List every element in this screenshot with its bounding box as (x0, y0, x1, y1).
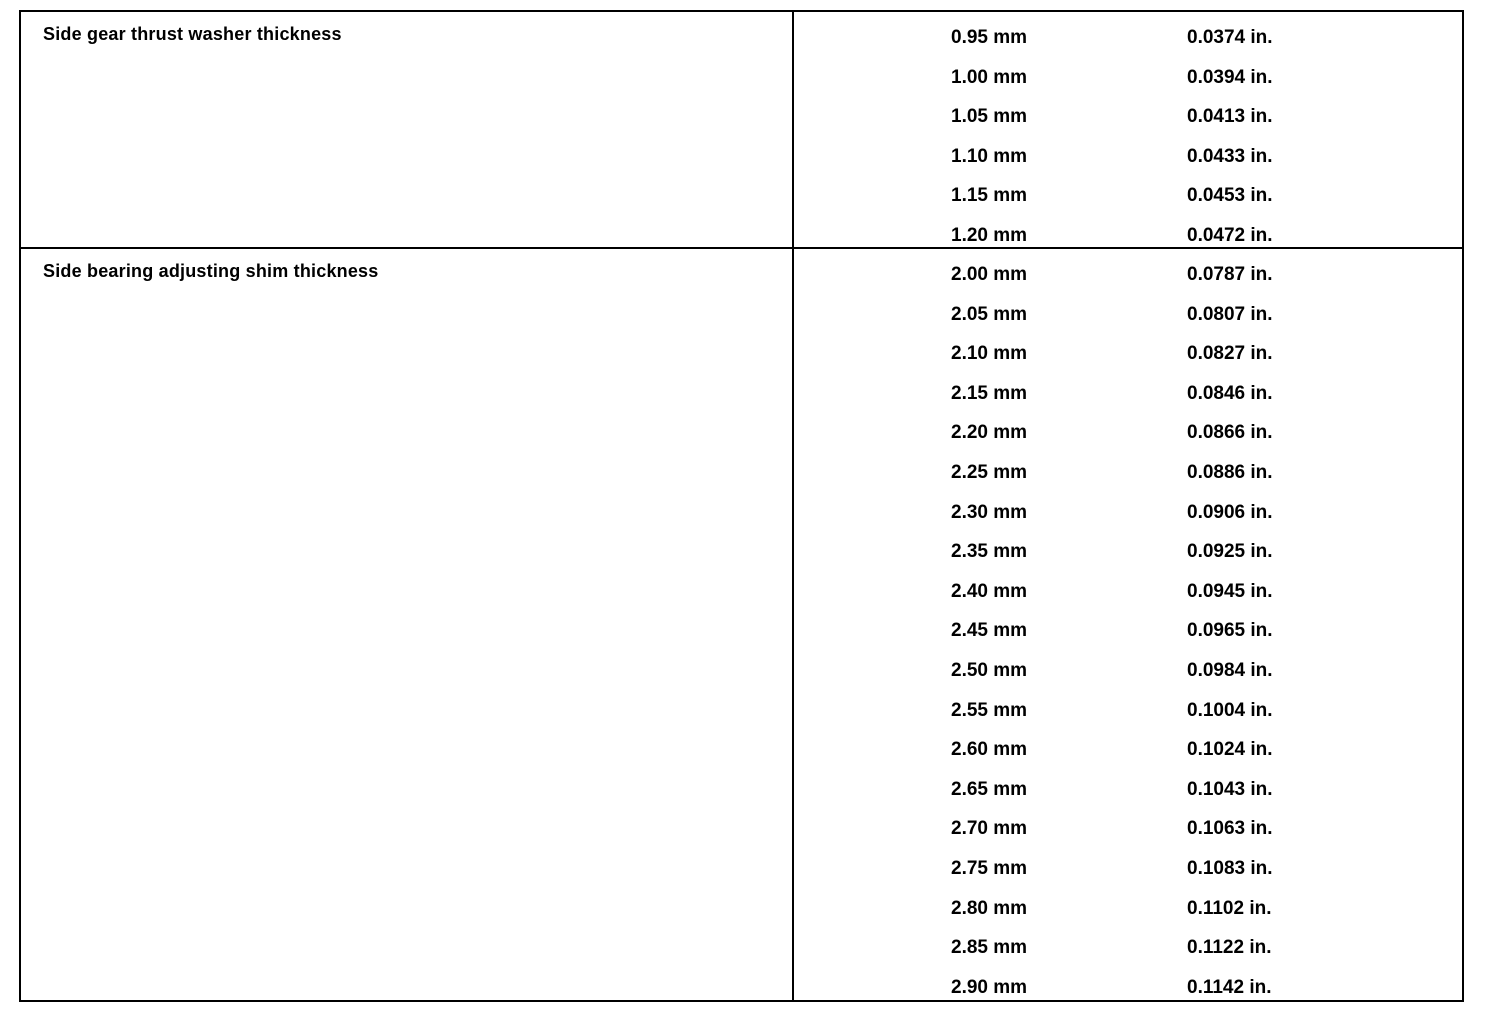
inch-value: 0.0866 in. (1187, 422, 1273, 444)
value-row (794, 176, 1462, 216)
inch-value: 0.0984 in. (1187, 659, 1273, 681)
value-list (794, 18, 1462, 256)
value-row (794, 295, 1462, 335)
mm-value: 2.85 mm (951, 937, 1028, 959)
mm-value: 2.30 mm (951, 501, 1028, 523)
value-row (794, 18, 1462, 58)
mm-value: 2.10 mm (951, 343, 1028, 365)
inch-value: 0.0906 in. (1187, 501, 1273, 523)
mm-value: 2.00 mm (951, 264, 1028, 285)
value-row (794, 453, 1462, 493)
value-row (794, 968, 1462, 1008)
mm-value: 2.60 mm (951, 739, 1028, 761)
inch-value: 0.1122 in. (1187, 937, 1272, 959)
value-row (794, 216, 1462, 256)
inch-value: 0.0965 in. (1187, 620, 1273, 642)
inch-value: 0.1063 in. (1187, 818, 1273, 840)
value-row (794, 572, 1462, 612)
mm-value: 0.95 mm (951, 27, 1028, 48)
value-row (794, 58, 1462, 98)
inch-value: 0.0374 in. (1187, 27, 1273, 48)
inch-value: 0.1043 in. (1187, 778, 1273, 800)
value-row (794, 255, 1462, 295)
inch-value: 0.1142 in. (1187, 976, 1272, 998)
mm-value: 2.70 mm (951, 818, 1028, 840)
inch-value: 0.0472 in. (1187, 224, 1273, 246)
mm-value: 2.75 mm (951, 857, 1028, 879)
mm-value: 2.90 mm (951, 976, 1028, 998)
value-row (794, 137, 1462, 177)
section-label: Side bearing adjusting shim thickness (43, 261, 379, 281)
inch-value: 0.0827 in. (1187, 343, 1273, 365)
value-row (794, 651, 1462, 691)
value-row (794, 809, 1462, 849)
value-row (794, 889, 1462, 929)
inch-value: 0.0846 in. (1187, 382, 1273, 404)
mm-value: 2.65 mm (951, 778, 1028, 800)
mm-value: 2.50 mm (951, 659, 1028, 681)
inch-value: 0.0886 in. (1187, 461, 1273, 483)
value-row (794, 770, 1462, 810)
value-row (794, 374, 1462, 414)
value-row (794, 493, 1462, 533)
mm-value: 1.05 mm (951, 106, 1028, 128)
mm-value: 1.20 mm (951, 224, 1028, 246)
value-row (794, 730, 1462, 770)
spec-table (19, 10, 1464, 1002)
value-list (794, 255, 1462, 1007)
value-row (794, 928, 1462, 968)
section-label: Side gear thrust washer thickness (43, 24, 342, 44)
inch-value: 0.1004 in. (1187, 699, 1273, 721)
mm-value: 2.35 mm (951, 541, 1028, 563)
inch-value: 0.0433 in. (1187, 145, 1273, 167)
mm-value: 1.00 mm (951, 66, 1028, 88)
value-row (794, 849, 1462, 889)
inch-value: 0.0413 in. (1187, 106, 1273, 128)
value-row (794, 532, 1462, 572)
mm-value: 2.55 mm (951, 699, 1028, 721)
mm-value: 1.10 mm (951, 145, 1028, 167)
mm-value: 2.25 mm (951, 461, 1028, 483)
inch-value: 0.0945 in. (1187, 580, 1273, 602)
inch-value: 0.0807 in. (1187, 303, 1273, 325)
mm-value: 1.15 mm (951, 185, 1028, 207)
mm-value: 2.20 mm (951, 422, 1028, 444)
inch-value: 0.0453 in. (1187, 185, 1273, 207)
mm-value: 2.05 mm (951, 303, 1028, 325)
inch-value: 0.1083 in. (1187, 857, 1273, 879)
inch-value: 0.1102 in. (1187, 897, 1272, 919)
mm-value: 2.45 mm (951, 620, 1028, 642)
value-row (794, 334, 1462, 374)
mm-value: 2.15 mm (951, 382, 1028, 404)
inch-value: 0.0925 in. (1187, 541, 1273, 563)
value-row (794, 691, 1462, 731)
inch-value: 0.1024 in. (1187, 739, 1273, 761)
inch-value: 0.0787 in. (1187, 264, 1273, 285)
mm-value: 2.80 mm (951, 897, 1028, 919)
value-row (794, 97, 1462, 137)
value-row (794, 413, 1462, 453)
mm-value: 2.40 mm (951, 580, 1028, 602)
value-row (794, 611, 1462, 651)
inch-value: 0.0394 in. (1187, 66, 1273, 88)
